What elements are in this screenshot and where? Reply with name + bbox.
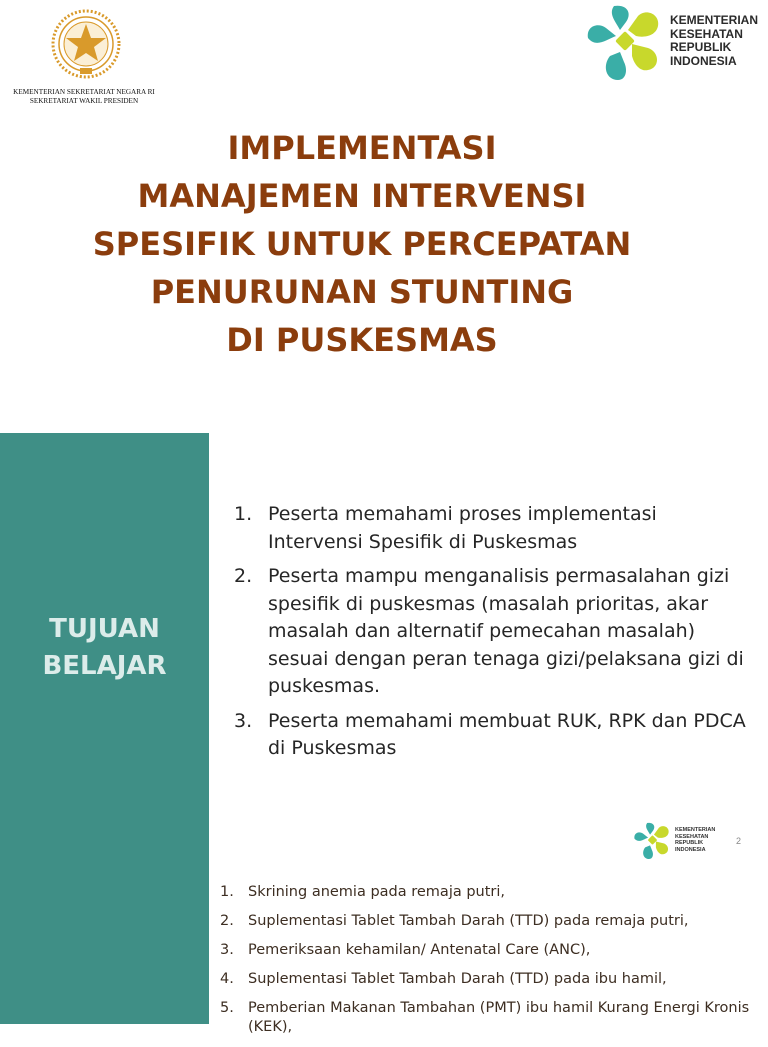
list-number: 1. xyxy=(220,884,234,900)
kemenkes-line-4: INDONESIA xyxy=(670,53,737,68)
list-number: 3. xyxy=(234,709,253,732)
kemenkes-small-logo-icon xyxy=(633,822,671,860)
setneg-line-1: KEMENTERIAN SEKRETARIAT NEGARA RI xyxy=(13,88,155,96)
list-text: Peserta memahami proses implementasi Intervensi Spesifik di Puskesmas xyxy=(268,503,657,553)
list-number: 3. xyxy=(220,942,234,958)
small-logo-line-4: INDONESIA xyxy=(675,846,706,853)
list-number: 4. xyxy=(220,971,234,987)
kemenkes-wordmark xyxy=(670,14,758,68)
list-item xyxy=(220,941,765,960)
title-line-2: MANAJEMEN INTERVENSI xyxy=(137,177,587,215)
kemenkes-logo-icon xyxy=(586,4,662,82)
list-item xyxy=(220,999,765,1037)
small-logo-wordmark xyxy=(675,827,715,853)
list-text: Pemberian Makanan Tambahan (PMT) ibu hamil Kurang Energi Kronis (KEK), xyxy=(248,1000,750,1035)
list-text: Suplementasi Tablet Tambah Darah (TTD) pada ibu hamil, xyxy=(248,971,667,987)
list-number: 1. xyxy=(234,503,253,525)
small-logo-line-1: KEMENTERIAN xyxy=(675,827,716,833)
list-item xyxy=(220,912,765,931)
list-text: Peserta mampu menganalisis permasalahan gizi spesifik di puskesmas (masalah prioritas, akar masalah dan alternatif pemecahan masalah) sesuai dengan peran tenaga gizi/pelaksana gizi di puskesmas. xyxy=(268,565,744,697)
list-item xyxy=(220,883,765,902)
slide-learning-objectives xyxy=(0,433,768,1035)
list-number: 5. xyxy=(220,1000,234,1016)
kemenkes-line-2: KESEHATAN xyxy=(670,26,743,41)
title-line-4: PENURUNAN STUNTING xyxy=(150,273,574,311)
kemenkes-line-3: REPUBLIK xyxy=(670,40,732,54)
slide-title xyxy=(0,0,768,433)
small-logo-line-2: KESEHATAN xyxy=(675,833,709,840)
list-text: Pemeriksaan kehamilan/ Antenatal Care (ANC), xyxy=(248,942,591,958)
list-number: 2. xyxy=(220,913,234,929)
setneg-header xyxy=(4,88,164,106)
side-panel xyxy=(0,433,209,1024)
list-item xyxy=(234,501,754,556)
list-text: Skrining anemia pada remaja putri, xyxy=(248,884,506,900)
garuda-emblem-icon xyxy=(50,8,122,80)
objectives-list xyxy=(234,501,754,770)
panel-title-line-1: TUJUAN xyxy=(49,614,160,644)
list-text: Suplementasi Tablet Tambah Darah (TTD) pada remaja putri, xyxy=(248,913,689,929)
list-item xyxy=(220,970,765,989)
panel-title-line-2: BELAJAR xyxy=(42,651,167,681)
list-text: Peserta memahami membuat RUK, RPK dan PDCA di Puskesmas xyxy=(268,709,746,759)
page-number: 2 xyxy=(736,836,742,846)
small-logo-line-3: REPUBLIK xyxy=(675,840,704,847)
intervention-list xyxy=(220,883,765,1047)
title-line-5: DI PUSKESMAS xyxy=(226,321,498,359)
panel-title xyxy=(0,611,209,685)
kemenkes-line-1: KEMENTERIAN xyxy=(670,13,759,27)
list-number: 2. xyxy=(234,565,253,587)
slide-title-heading xyxy=(0,124,724,364)
title-line-1: IMPLEMENTASI xyxy=(227,129,497,167)
title-line-3: SPESIFIK UNTUK PERCEPATAN xyxy=(92,225,632,263)
setneg-line-2: SEKRETARIAT WAKIL PRESIDEN xyxy=(29,97,139,105)
list-item xyxy=(234,563,754,701)
list-item xyxy=(234,708,754,763)
